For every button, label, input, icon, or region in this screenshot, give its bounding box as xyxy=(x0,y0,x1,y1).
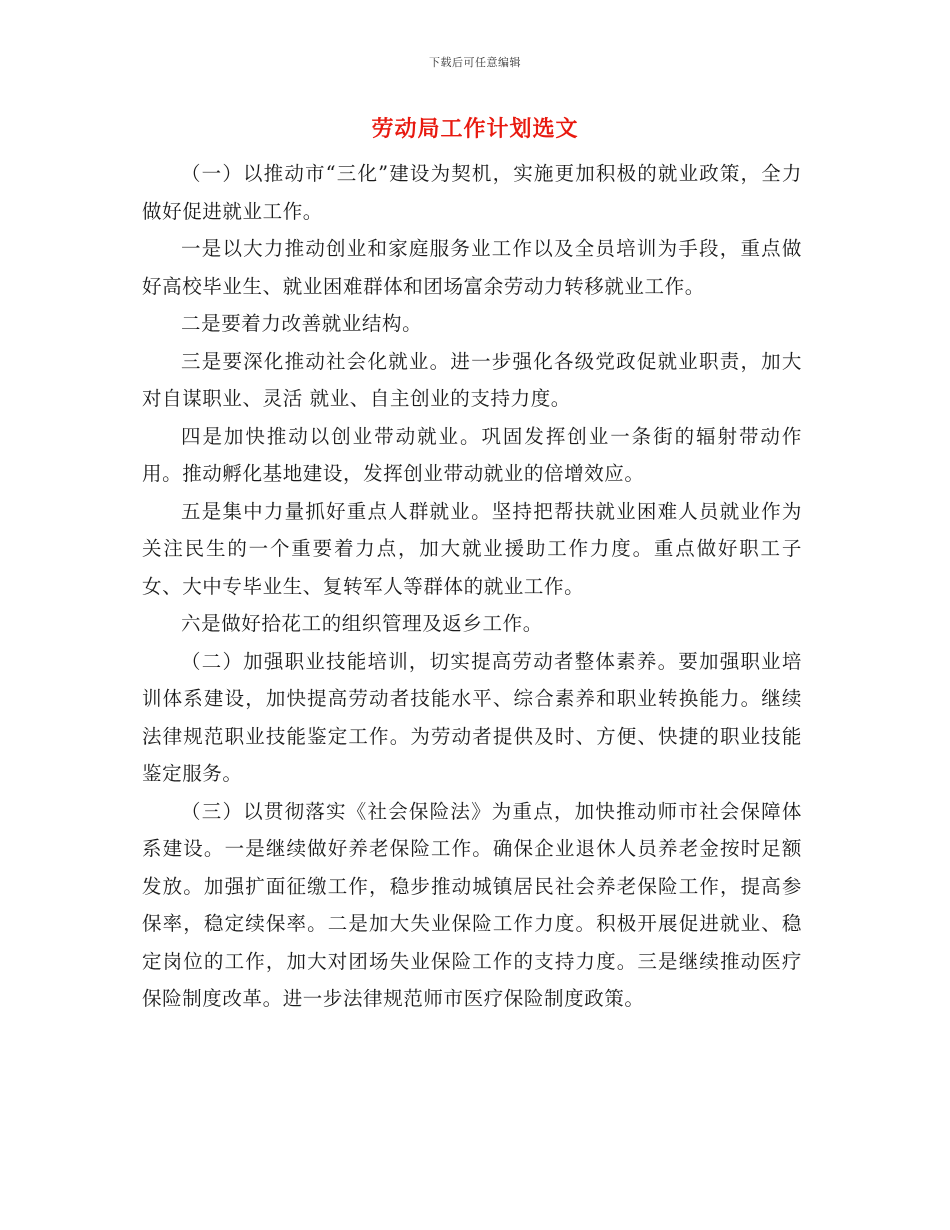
paragraph-6: 五是集中力量抓好重点人群就业。坚持把帮扶就业困难人员就业作为关注民生的一个重要着力点，加大就业援助工作力度。重点做好职工子女、大中专毕业生、复转军人等群体的就业工作。 xyxy=(142,499,802,598)
paragraph-4: 三是要深化推动社会化就业。进一步强化各级党政促就业职责，加大对自谋职业、灵活 就业、自主创业的支持力度。 xyxy=(142,349,802,410)
paragraph-2: 一是以大力推动创业和家庭服务业工作以及全员培训为手段，重点做好高校毕业生、就业困难群体和团场富余劳动力转移就业工作。 xyxy=(142,237,802,298)
paragraph-8: （二）加强职业技能培训，切实提高劳动者整体素养。要加强职业培训体系建设，加快提高劳动者技能水平、综合素养和职业转换能力。继续法律规范职业技能鉴定工作。为劳动者提供及时、方便、快捷的职业技能鉴定服务。 xyxy=(142,649,802,785)
document-title: 劳动局工作计划选文 xyxy=(371,116,579,142)
paragraph-1: （一）以推动市“三化”建设为契机，实施更加积极的就业政策，全力做好促进就业工作。 xyxy=(142,162,802,223)
paragraph-5: 四是加快推动以创业带动就业。巩固发挥创业一条街的辐射带动作用。推动孵化基地建设，发挥创业带动就业的倍增效应。 xyxy=(142,424,802,485)
paragraph-9: （三）以贯彻落实《社会保险法》为重点，加快推动师市社会保障体系建设。一是继续做好养老保险工作。确保企业退休人员养老金按时足额发放。加强扩面征缴工作，稳步推动城镇居民社会养老保险工作，提高参保率，稳定续保率。二是加大失业保险工作力度。积极开展促进就业、稳定岗位的工作，加大对团场失业保险工作的支持力度。三是继续推动医疗保险制度改革。进一步法律规范师市医疗保险制度政策。 xyxy=(142,799,802,1010)
paragraph-3: 二是要着力改善就业结构。 xyxy=(181,312,423,335)
header-note: 下载后可任意编辑 xyxy=(429,56,521,69)
paragraph-7: 六是做好拾花工的组织管理及返乡工作。 xyxy=(181,612,543,635)
document-body xyxy=(142,155,802,1018)
